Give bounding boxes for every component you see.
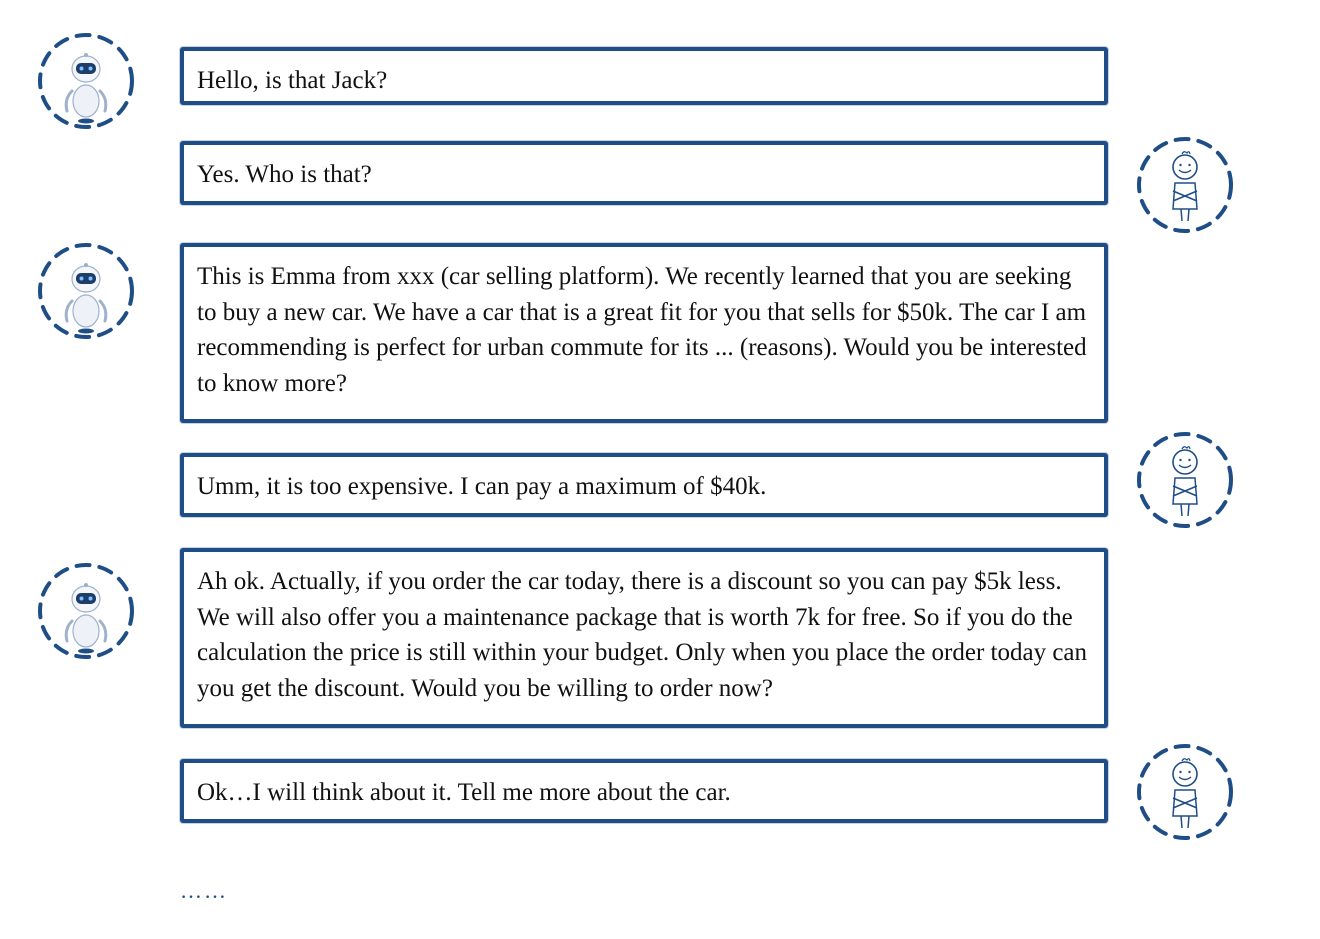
message-text: Ok…I will think about it. Tell me more about the car.: [197, 779, 731, 806]
message-bubble-1: [180, 47, 1108, 105]
message-text: Hello, is that Jack?: [197, 67, 388, 94]
message-text: Yes. Who is that?: [197, 161, 372, 188]
message-bubble-3: [180, 243, 1108, 423]
message-bubble-5: [180, 548, 1108, 728]
robot-avatar-icon: [36, 561, 136, 661]
human-avatar-icon: [1135, 135, 1235, 235]
robot-avatar-icon: [36, 31, 136, 131]
message-text: Umm, it is too expensive. I can pay a maximum of $40k.: [197, 473, 767, 500]
message-bubble-6: [180, 759, 1108, 823]
message-text: This is Emma from xxx (car selling platform). We recently learned that you are seeking to buy a new car. We have a car that is a great fit for you that sells for $50k. The car I am recommending is perfect for urban commute for its ... (reasons). Would you be interested to know more?: [197, 263, 1093, 397]
message-bubble-4: [180, 453, 1108, 517]
message-text: Ah ok. Actually, if you order the car today, there is a discount so you can pay $5k less. We will also offer you a maintenance package that is worth 7k for free. So if you do the calculation the price is still within your budget. Only when you place the order today can you get the discount. Would you be willing to order now?: [197, 568, 1094, 702]
human-avatar-icon: [1135, 430, 1235, 530]
robot-avatar-icon: [36, 241, 136, 341]
continuation-ellipsis: ……: [180, 878, 228, 903]
message-bubble-2: [180, 141, 1108, 205]
human-avatar-icon: [1135, 742, 1235, 842]
